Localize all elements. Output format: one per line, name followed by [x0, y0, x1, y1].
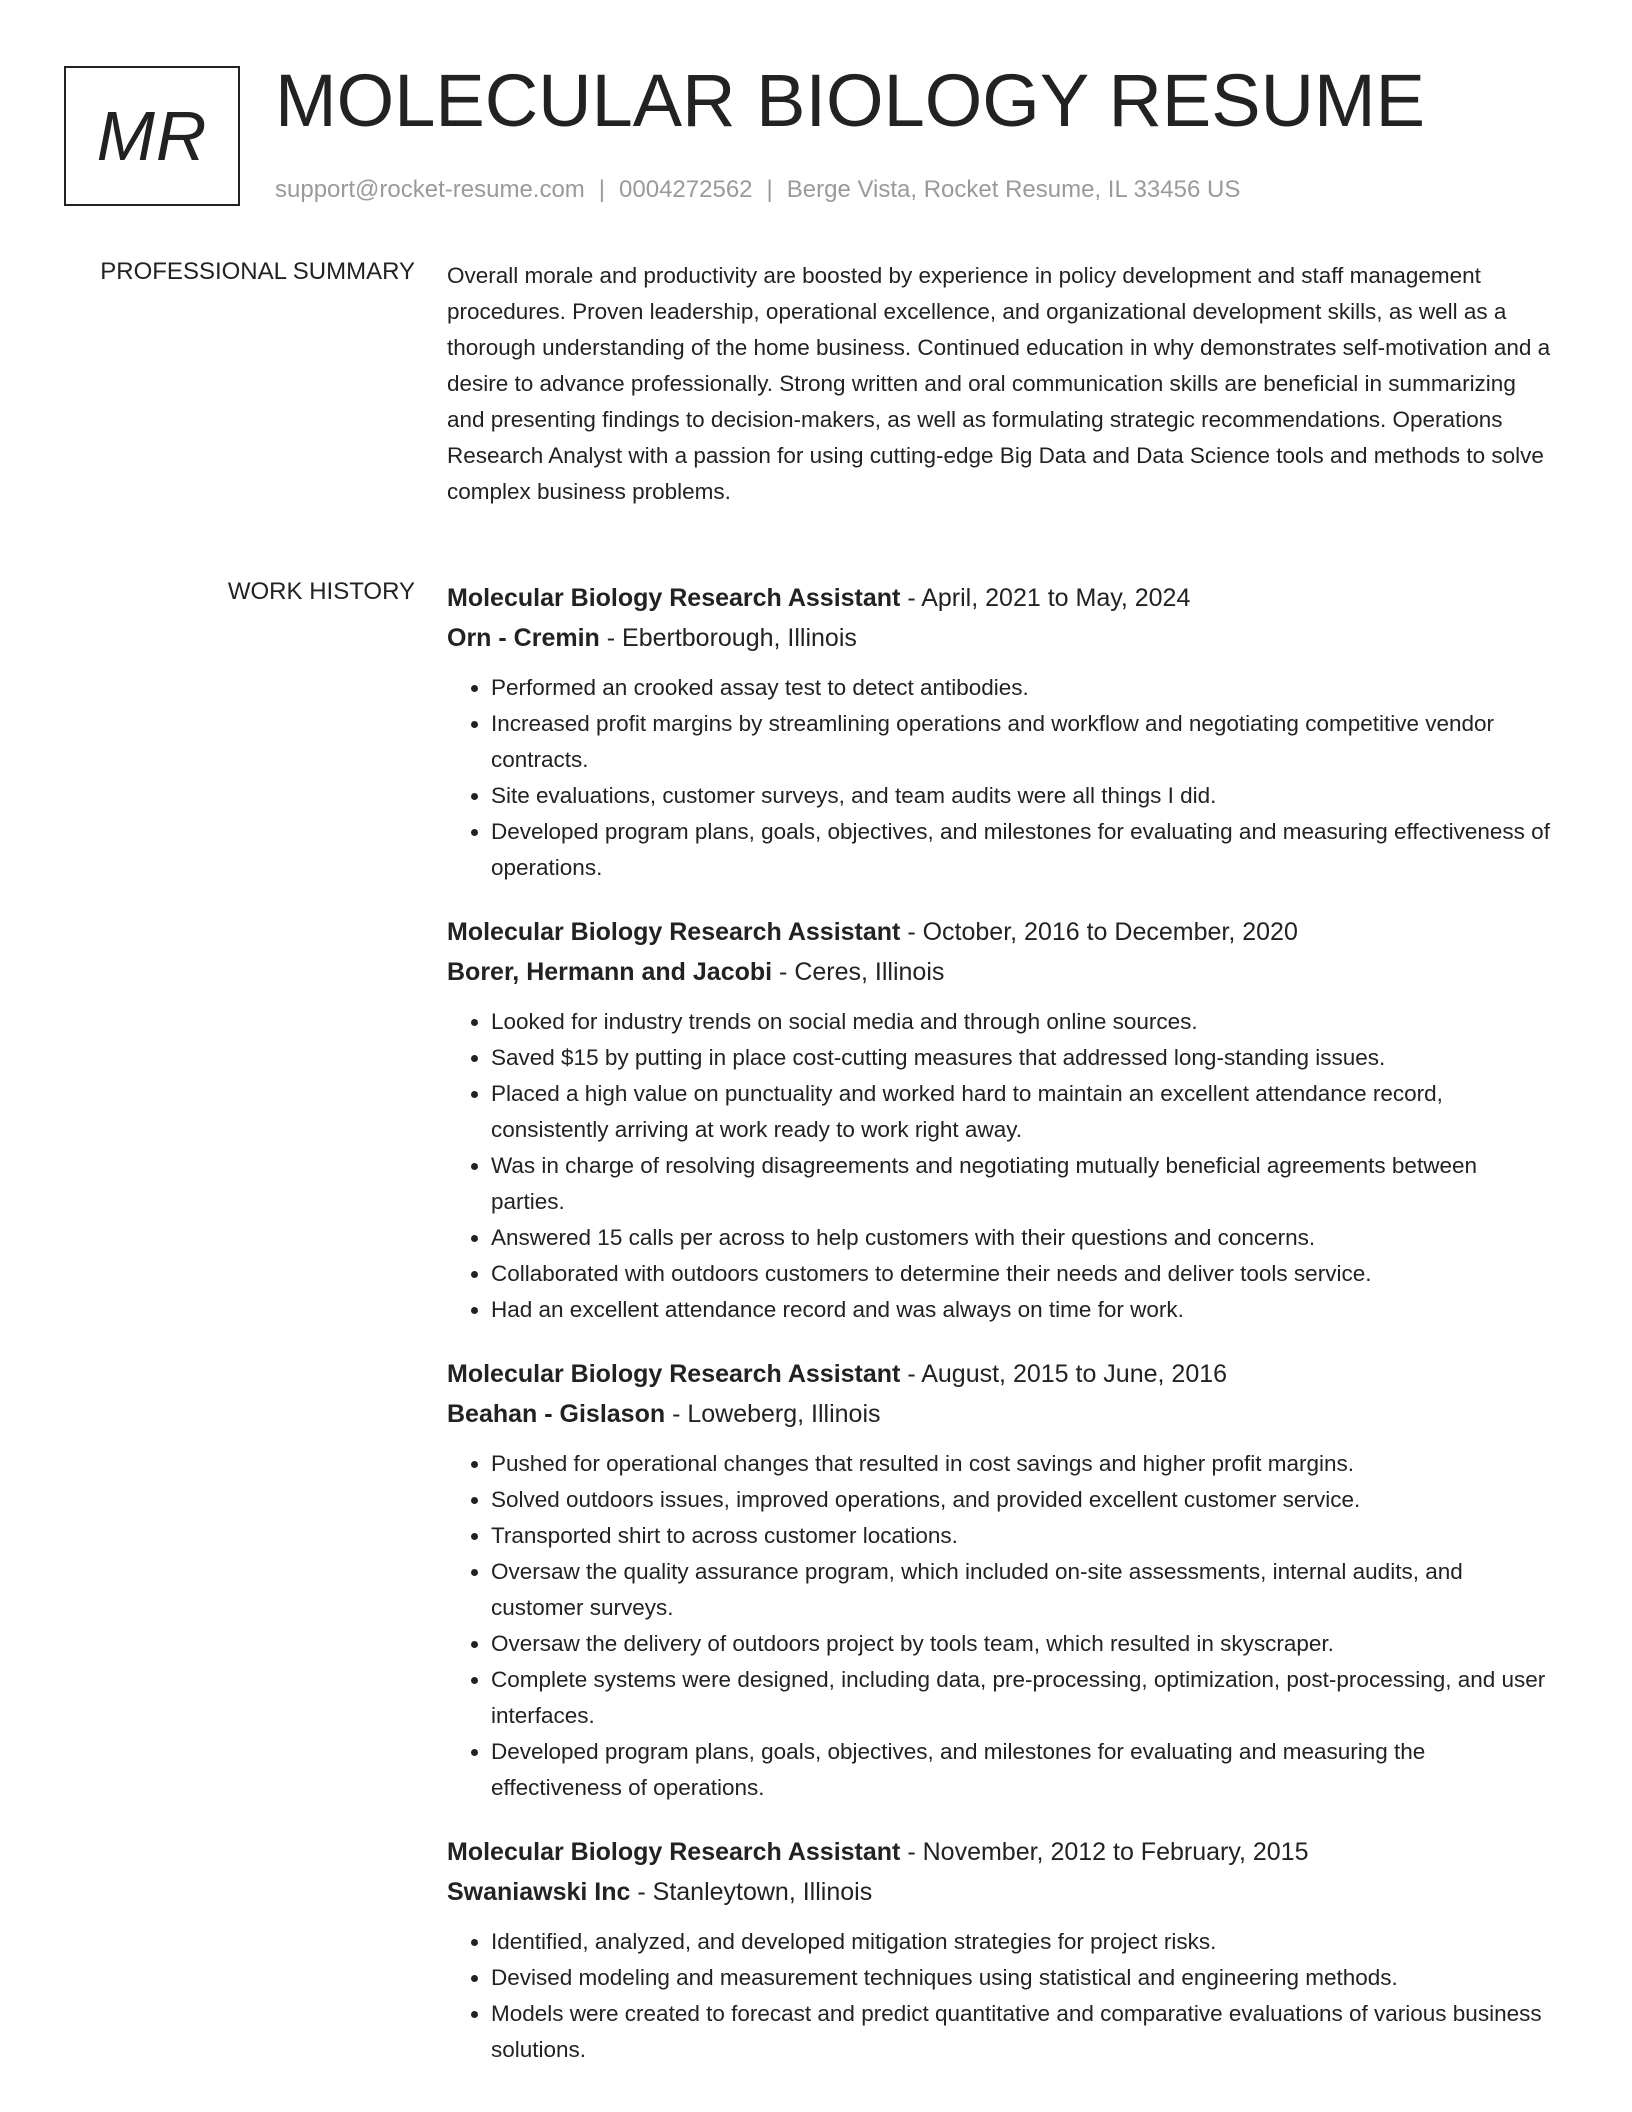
- job-company-line: [447, 1872, 1557, 1912]
- job-title-line: [447, 912, 1557, 952]
- work-history-heading: WORK HISTORY: [227, 578, 415, 605]
- job-bullet: • Answered 15 calls per across to help customers with their questions and concerns.: [491, 1220, 1557, 1256]
- job-dates: - April, 2021 to May, 2024: [900, 584, 1191, 612]
- job-bullet: • Had an excellent attendance record and was always on time for work.: [491, 1292, 1557, 1328]
- job-bullets: [447, 1446, 1557, 1806]
- job-location: - Ebertborough, Illinois: [599, 624, 857, 652]
- job-dates: - August, 2015 to June, 2016: [900, 1360, 1228, 1388]
- job-bullets: [447, 1924, 1557, 2068]
- job-company: Borer, Hermann and Jacobi: [447, 958, 773, 986]
- job-entry: [447, 1832, 1557, 2068]
- job-list: [447, 578, 1557, 2094]
- job-company-line: [447, 618, 1557, 658]
- contact-line: [275, 176, 1240, 204]
- job-bullets: [447, 1004, 1557, 1328]
- job-bullet: • Collaborated with outdoors customers to determine their needs and deliver tools service.: [491, 1256, 1557, 1292]
- job-bullet: • Solved outdoors issues, improved operations, and provided excellent customer service.: [491, 1482, 1557, 1518]
- job-bullet: • Performed an crooked assay test to detect antibodies.: [491, 670, 1557, 706]
- contact-separator: |: [598, 176, 606, 203]
- job-title-line: [447, 1354, 1557, 1394]
- job-bullet: • Pushed for operational changes that resulted in cost savings and higher profit margins.: [491, 1446, 1557, 1482]
- job-title-line: [447, 578, 1557, 618]
- job-company-line: [447, 1394, 1557, 1434]
- job-title: Molecular Biology Research Assistant: [447, 1360, 901, 1388]
- job-bullet: • Oversaw the delivery of outdoors project by tools team, which resulted in skyscraper.: [491, 1626, 1557, 1662]
- job-title: Molecular Biology Research Assistant: [447, 1838, 901, 1866]
- job-bullet: • Site evaluations, customer surveys, and team audits were all things I did.: [491, 778, 1557, 814]
- job-bullet: • Was in charge of resolving disagreements and negotiating mutually beneficial agreements between parties.: [491, 1148, 1557, 1220]
- contact-separator: |: [766, 176, 773, 203]
- job-title-line: [447, 1832, 1557, 1872]
- job-bullet: • Developed program plans, goals, objectives, and milestones for evaluating and measuring the effectiveness of operations.: [491, 1734, 1557, 1806]
- contact-email[interactable]: support@rocket-resume.com: [275, 176, 585, 203]
- job-title: Molecular Biology Research Assistant: [447, 584, 901, 612]
- job-entry: [447, 1354, 1557, 1806]
- contact-phone[interactable]: 0004272562: [619, 176, 753, 203]
- job-company: Swaniawski Inc: [447, 1878, 631, 1906]
- job-company-line: [447, 952, 1557, 992]
- summary-heading: PROFESSIONAL SUMMARY: [100, 258, 415, 285]
- job-bullet: • Transported shirt to across customer locations.: [491, 1518, 1557, 1554]
- job-bullet: • Models were created to forecast and predict quantitative and comparative evaluations of various business solutions.: [491, 1996, 1557, 2068]
- job-bullet: • Oversaw the quality assurance program, which included on-site assessments, internal audits, and customer surveys.: [491, 1554, 1557, 1626]
- job-company: Beahan - Gislason: [447, 1400, 666, 1428]
- summary-text: Overall morale and productivity are boosted by experience in policy development and staff management procedures. Proven leadership, operational excellence, and organizational development skills, as well as a thorough understanding of the home business. Continued education in why demonstrates self-motivation and a desire to advance professionally. Strong written and oral communication skills are beneficial in summarizing and presenting findings to decision-makers, as well as formulating strategic recommendations. Operations Research Analyst with a passion for using cutting-edge Big Data and Data Science tools and methods to solve complex business problems.: [447, 263, 1551, 504]
- job-dates: - October, 2016 to December, 2020: [900, 918, 1298, 946]
- job-bullet: • Complete systems were designed, including data, pre-processing, optimization, post-processing, and user interfaces.: [491, 1662, 1557, 1734]
- job-location: - Ceres, Illinois: [772, 958, 945, 986]
- job-bullet: • Identified, analyzed, and developed mitigation strategies for project risks.: [491, 1924, 1557, 1960]
- contact-address: Berge Vista, Rocket Resume, IL 33456 US: [786, 176, 1241, 203]
- job-bullets: [447, 670, 1557, 886]
- job-bullet: • Increased profit margins by streamlining operations and workflow and negotiating competitive vendor contracts.: [491, 706, 1557, 778]
- job-location: - Loweberg, Illinois: [665, 1400, 881, 1428]
- job-dates: - November, 2012 to February, 2015: [900, 1838, 1309, 1866]
- job-bullet: • Placed a high value on punctuality and worked hard to maintain an excellent attendance record, consistently arriving at work ready to work right away.: [491, 1076, 1557, 1148]
- job-bullet: • Devised modeling and measurement techniques using statistical and engineering methods.: [491, 1960, 1557, 1996]
- job-entry: [447, 578, 1557, 886]
- job-bullet: • Developed program plans, goals, objectives, and milestones for evaluating and measuring effectiveness of operations.: [491, 814, 1557, 886]
- job-bullet: • Looked for industry trends on social media and through online sources.: [491, 1004, 1557, 1040]
- job-company: Orn - Cremin: [447, 624, 600, 652]
- monogram-initials: MR: [96, 97, 208, 175]
- monogram-box: [64, 66, 240, 206]
- job-bullet: • Saved $15 by putting in place cost-cutting measures that addressed long-standing issues.: [491, 1040, 1557, 1076]
- job-entry: [447, 912, 1557, 1328]
- resume-title: MOLECULAR BIOLOGY RESUME: [275, 59, 1426, 142]
- job-title: Molecular Biology Research Assistant: [447, 918, 901, 946]
- job-location: - Stanleytown, Illinois: [630, 1878, 873, 1906]
